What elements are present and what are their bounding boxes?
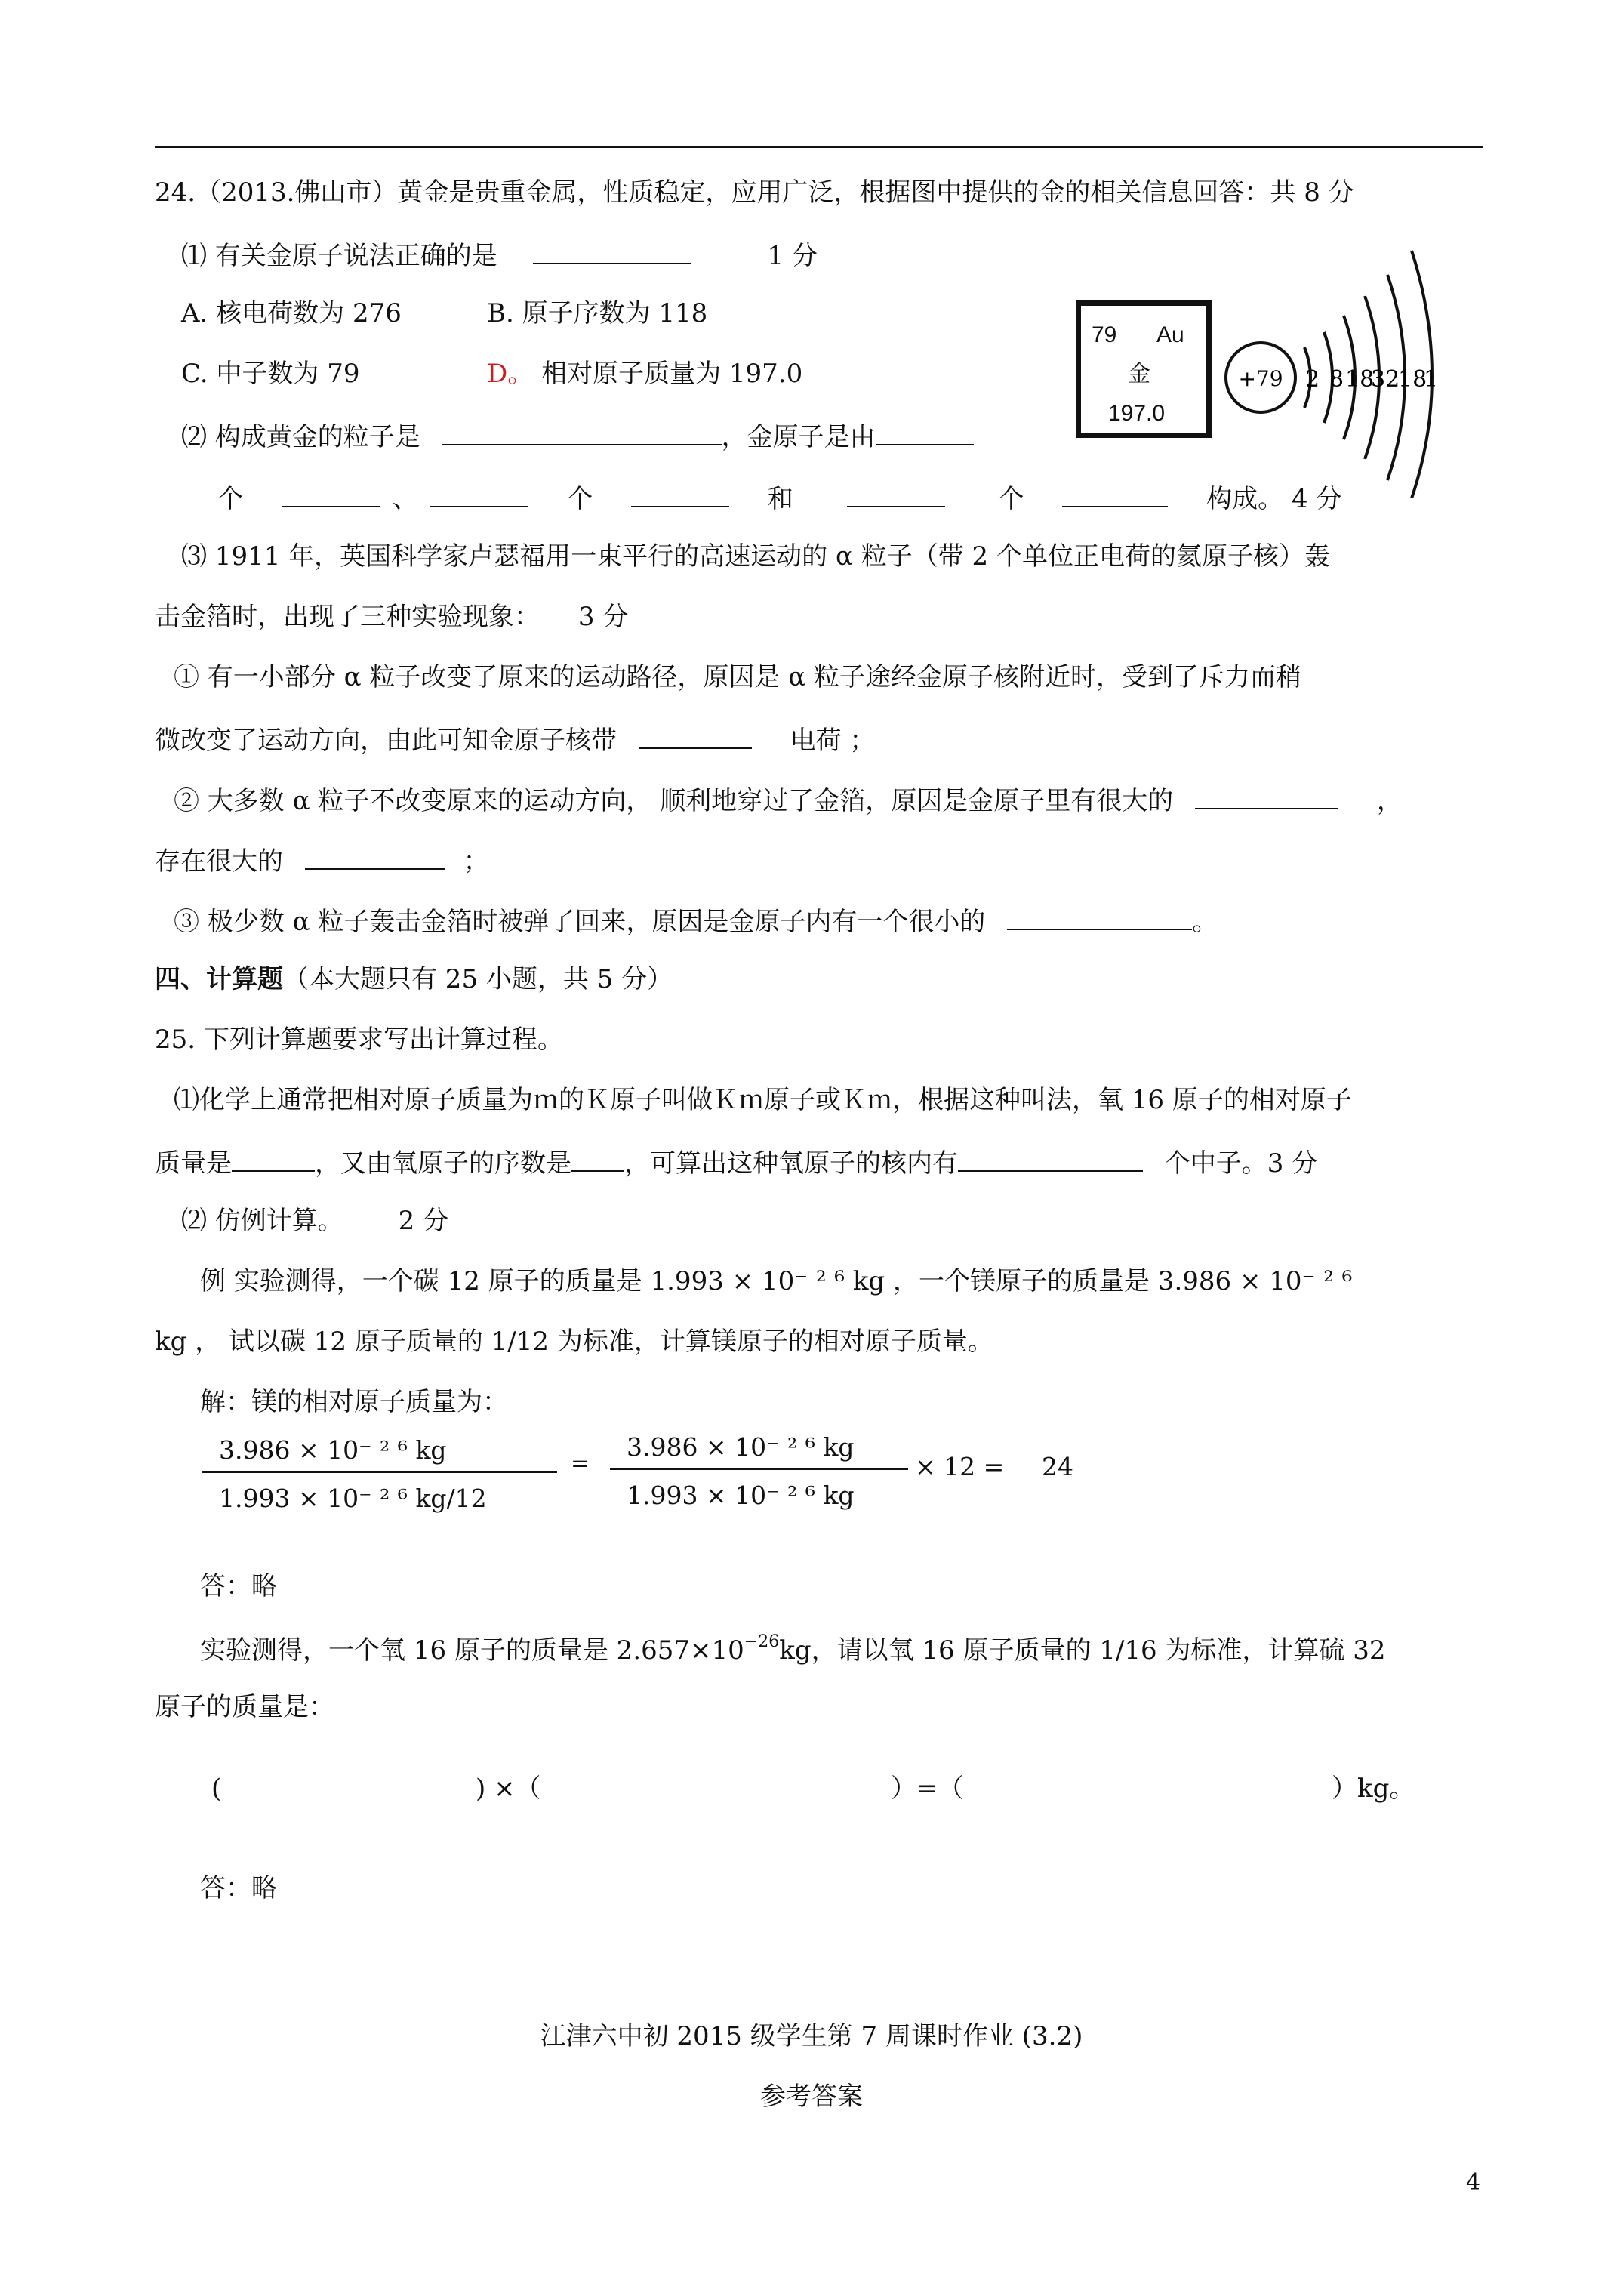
page-number: 4	[1466, 2169, 1481, 2196]
case3-line: ③ 极少数 α 粒子轰击金箔时被弹了回来，原因是金原子内有一个很小的 。	[174, 907, 1218, 937]
option-d: D。 相对原子质量为 197.0	[487, 359, 803, 389]
fill-close-times: ) ×（	[476, 1774, 541, 1804]
q24-part2-blank6[interactable]	[847, 483, 945, 507]
fraction1-bar	[202, 1471, 557, 1473]
times-twelve: × 12 =	[915, 1452, 1005, 1481]
header-rule	[155, 146, 1483, 148]
equals-sign: =	[571, 1450, 590, 1477]
fraction1-denominator: 1.993 × 10⁻ ² ⁶ kg/12	[219, 1484, 487, 1513]
q25-part2: ⑵ 仿例计算。 2 分	[181, 1206, 449, 1236]
example-result: 24	[1042, 1452, 1073, 1481]
element-number: 79	[1092, 322, 1117, 347]
q24-part2-blank4[interactable]	[430, 483, 528, 507]
fill-blank-1[interactable]	[231, 1776, 473, 1801]
q24-title: 24.（2013.佛山市）黄金是贵重金属，性质稳定，应用广泛，根据图中提供的金的相关信息回答：共 8 分	[155, 177, 1354, 208]
fill-blank-3[interactable]	[959, 1776, 1321, 1801]
task-line2: 原子的质量是：	[155, 1692, 334, 1722]
nucleus-charge: +79	[1238, 366, 1283, 391]
q25-part1-line1: ⑴化学上通常把相对原子质量为ｍ的Ｋ原子叫做Ｋｍ原子或Ｋｍ，根据这种叫法，氧 16 原子的相对原子	[174, 1085, 1352, 1115]
element-card	[1076, 300, 1212, 438]
fraction2-numerator: 3.986 × 10⁻ ² ⁶ kg	[627, 1432, 855, 1462]
option-a: A. 核电荷数为 276	[181, 298, 402, 328]
q25-blank3[interactable]	[958, 1148, 1143, 1172]
element-mass: 197.0	[1108, 401, 1166, 426]
fill-open-paren: (	[211, 1774, 222, 1804]
shell-count-4: 32	[1371, 366, 1400, 393]
option-b: B. 原子序数为 118	[487, 298, 708, 328]
q24-part3-line2: 击金箔时，出现了三种实验现象： 3 分	[155, 602, 629, 632]
fill-end-unit: ）kg。	[1332, 1774, 1415, 1804]
case3-blank[interactable]	[1007, 906, 1192, 930]
example-line2: kg ， 试以碳 12 原子质量的 1/12 为标准，计算镁原子的相对原子质量。	[155, 1327, 993, 1357]
q25-intro: 25. 下列计算题要求写出计算过程。	[155, 1025, 563, 1055]
q24-part3-line1: ⑶ 1911 年，英国科学家卢瑟福用一束平行的高速运动的 α 粒子（带 2 个单位正电荷的氦原子核）轰	[181, 541, 1330, 572]
q24-part2-blank2[interactable]	[876, 421, 974, 445]
q24-part2-line2: 个 、 个 和 个 构成。 4 分	[217, 484, 1342, 514]
case1-line1: ① 有一小部分 α 粒子改变了原来的运动路径，原因是 α 粒子途经金原子核附近时，受到了斥力而稍	[174, 662, 1301, 692]
answer-2: 答：略	[200, 1873, 277, 1903]
case2-line2: 存在很大的 ；	[155, 846, 489, 877]
q24-part2-blank5[interactable]	[631, 483, 729, 507]
q24-part1-blank[interactable]	[533, 240, 691, 264]
q25-part1-line2: 质量是 ，又由氧原子的序数是 ，可算出这种氧原子的核内有 个中子。3 分	[155, 1148, 1318, 1179]
fraction2-denominator: 1.993 × 10⁻ ² ⁶ kg	[627, 1481, 855, 1510]
case2-line1: ② 大多数 α 粒子不改变原来的运动方向， 顺利地穿过了金箔，原因是金原子里有很大的 ，	[174, 786, 1403, 816]
shell-count-3: 18	[1345, 366, 1375, 393]
section4-heading: 四、计算题（本大题只有 25 小题，共 5 分）	[155, 964, 673, 994]
case1-blank[interactable]	[639, 725, 752, 749]
fill-blank-2[interactable]	[559, 1776, 876, 1801]
q24-part2-blank7[interactable]	[1062, 483, 1168, 507]
q25-blank2[interactable]	[571, 1148, 624, 1172]
shell-count-6: 1	[1424, 366, 1439, 393]
footer-subtitle: 参考答案	[760, 2082, 863, 2112]
q24-part2-blank1[interactable]	[442, 421, 722, 445]
fill-equals: ）=（	[891, 1774, 964, 1804]
answer-1: 答：略	[200, 1571, 277, 1601]
case2-blank2[interactable]	[305, 846, 445, 870]
case2-blank1[interactable]	[1195, 785, 1338, 809]
shell-count-1: 2	[1305, 366, 1320, 393]
element-name: 金	[1128, 361, 1150, 387]
q24-part1: ⑴ 有关金原子说法正确的是 1 分	[181, 241, 818, 271]
shell-count-2: 8	[1329, 366, 1344, 393]
footer-title: 江津六中初 2015 级学生第 7 周课时作业 (3.2)	[540, 2021, 1083, 2051]
task-line1: 实验测得，一个氧 16 原子的质量是 $2.657\times 10^{-26}kg$，请以氧 16 原子质量的 1/16 为标准，计算硫 32	[200, 1632, 1386, 1666]
fraction2-bar	[610, 1468, 908, 1470]
case1-line2: 微改变了运动方向，由此可知金原子核带 电荷 ；	[155, 726, 876, 756]
option-c: C. 中子数为 79	[181, 359, 360, 389]
atom-structure-diagram	[1223, 242, 1457, 498]
shell-count-5: 18	[1398, 366, 1427, 393]
element-symbol: Au	[1156, 322, 1184, 347]
fraction1-numerator: 3.986 × 10⁻ ² ⁶ kg	[219, 1435, 447, 1465]
solution-label: 解：镁的相对原子质量为：	[200, 1387, 508, 1417]
q25-blank1[interactable]	[232, 1148, 315, 1172]
example-line1: 例 实验测得，一个碳 12 原子的质量是 1.993 × 10⁻ ² ⁶ kg ，一个镁原子的质量是 3.986 × 10⁻ ² ⁶	[200, 1266, 1353, 1296]
q24-part2: ⑵ 构成黄金的粒子是 ，金原子是由	[181, 421, 974, 450]
q24-part2-blank3[interactable]	[282, 483, 380, 507]
